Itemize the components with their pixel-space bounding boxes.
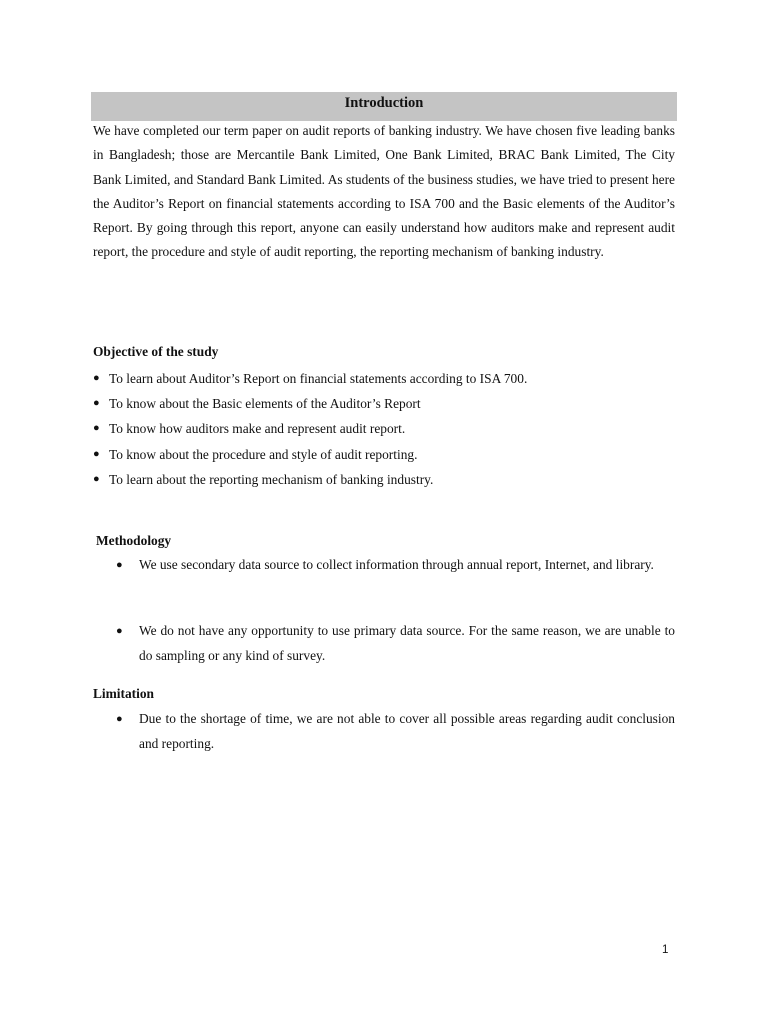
- list-item: [93, 391, 675, 416]
- bullet-icon: ●: [93, 397, 100, 410]
- list-item: [93, 467, 675, 492]
- list-item-text: To learn about Auditor’s Report on financial statements according to ISA 700.: [109, 371, 528, 386]
- list-item-text: To know how auditors make and represent audit report.: [109, 421, 406, 437]
- list-item-text: We do not have any opportunity to use primary data source. For the same reason, we are unable to do sampling or any kind of survey.: [139, 623, 675, 663]
- introduction-heading-text: Introduction: [344, 95, 424, 111]
- bullet-icon: ●: [93, 472, 100, 485]
- list-item-text: Due to the shortage of time, we are not able to cover all possible areas regarding audit conclusion and reporting.: [139, 711, 675, 751]
- bullet-icon: ●: [116, 625, 123, 637]
- list-item-text: To learn about the reporting mechanism of banking industry.: [109, 471, 434, 487]
- introduction-heading: [91, 92, 677, 121]
- list-item: [93, 366, 675, 391]
- objective-heading: Objective of the study: [93, 344, 219, 359]
- page-number: 1: [662, 944, 669, 956]
- bullet-icon: ●: [116, 559, 123, 571]
- bullet-icon: ●: [116, 713, 123, 725]
- list-item: [93, 442, 675, 467]
- introduction-paragraph: We have completed our term paper on audit reports of banking industry. We have chosen five leading banks in Bangladesh; those are Mercantile Bank Limited, One Bank Limited, BRAC Bank Limited, The City Bank Limited, and Standard Bank Limited. As students of the business studies, we have tried to present here the Auditor’s Report on financial statements according to ISA 700 and the Basic elements of the Auditor’s Report. By going through this report, anyone can easily understand how auditors make and represent audit report, the procedure and style of audit reporting, the reporting mechanism of banking industry.: [93, 123, 675, 260]
- list-item: [114, 619, 675, 668]
- methodology-list: [114, 553, 675, 578]
- list-item-text: To know about the procedure and style of audit reporting.: [109, 446, 418, 462]
- list-item: [93, 416, 675, 441]
- methodology-list-continued: [114, 619, 675, 668]
- objective-list: [93, 366, 675, 492]
- list-item: [114, 553, 675, 578]
- list-item-text: We use secondary data source to collect information through annual report, Internet, and library.: [139, 557, 654, 572]
- bullet-icon: ●: [93, 372, 100, 384]
- methodology-heading: Methodology: [96, 533, 172, 548]
- limitation-heading: Limitation: [93, 686, 155, 701]
- limitation-list: [114, 707, 675, 756]
- list-item-text: To know about the Basic elements of the Auditor’s Report: [109, 396, 421, 412]
- bullet-icon: ●: [93, 447, 100, 460]
- bullet-icon: ●: [93, 422, 100, 435]
- list-item: [114, 707, 675, 756]
